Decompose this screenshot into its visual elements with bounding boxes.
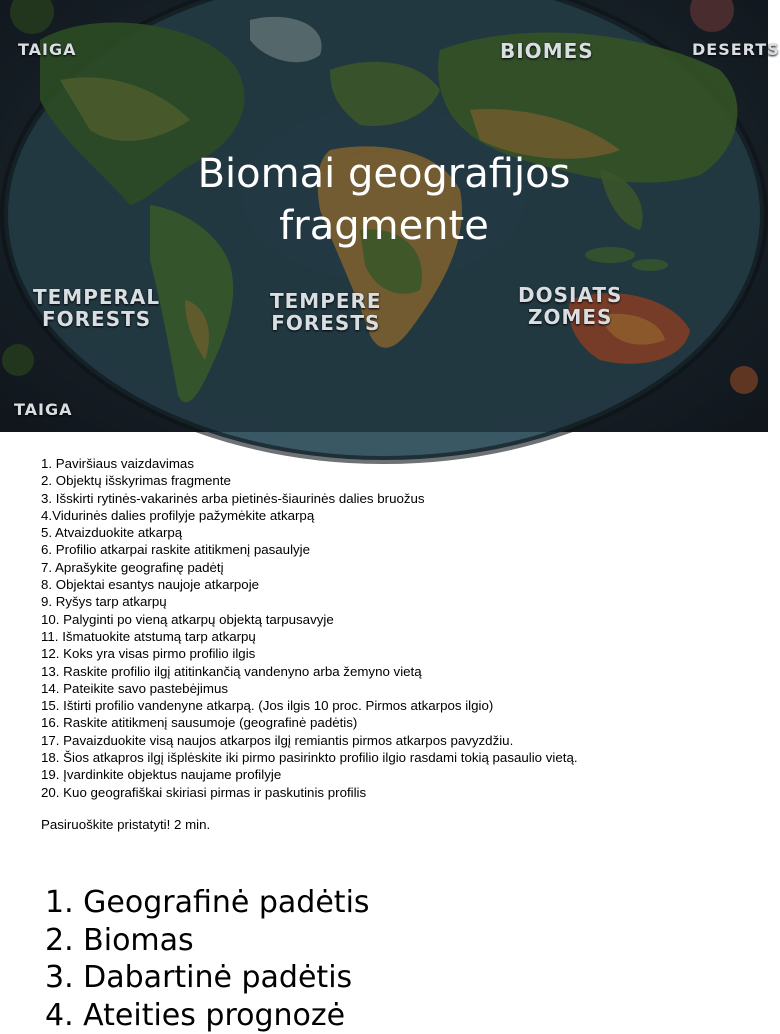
task-item: 3. Išskirti rytinės-vakarinės arba pietinės-šiaurinės dalies bruožus <box>41 490 741 507</box>
task-item: 20. Kuo geografiškai skiriasi pirmas ir paskutinis profilis <box>41 784 741 801</box>
task-list <box>41 455 741 801</box>
task-item: 12. Koks yra visas pirmo profilio ilgis <box>41 645 741 662</box>
slide-title-line: fragmente <box>0 200 768 252</box>
slide-title <box>0 148 768 252</box>
map-label-temperal-forests: TEMPERAL FORESTS <box>33 286 160 330</box>
title-slide <box>0 0 768 432</box>
summary-item: 1. Geografinė padėtis <box>45 884 370 922</box>
task-item: 5. Atvaizduokite atkarpą <box>41 524 741 541</box>
task-item: 7. Aprašykite geografinę padėtį <box>41 559 741 576</box>
task-item: 4.Vidurinės dalies profilyje pažymėkite atkarpą <box>41 507 741 524</box>
task-item: 15. Ištirti profilio vandenyne atkarpą. (Jos ilgis 10 proc. Pirmos atkarpos ilgio) <box>41 697 741 714</box>
task-item: 2. Objektų išskyrimas fragmente <box>41 472 741 489</box>
task-item: 17. Pavaizduokite visą naujos atkarpos ilgį remiantis pirmos atkarpos pavyzdžiu. <box>41 732 741 749</box>
task-item: 13. Raskite profilio ilgį atitinkančią vandenyno arba žemyno vietą <box>41 663 741 680</box>
task-item: 11. Išmatuokite atstumą tarp atkarpų <box>41 628 741 645</box>
slide-title-line: Biomai geografijos <box>0 148 768 200</box>
task-item: 19. Įvardinkite objektus naujame profilyje <box>41 766 741 783</box>
summary-item: 4. Ateities prognozė <box>45 997 370 1034</box>
task-item: 9. Ryšys tarp atkarpų <box>41 593 741 610</box>
prep-note: Pasiruoškite pristatyti! 2 min. <box>41 817 210 832</box>
task-item: 6. Profilio atkarpai raskite atitikmenį pasaulyje <box>41 541 741 558</box>
task-item: 8. Objektai esantys naujoje atkarpoje <box>41 576 741 593</box>
map-label-biomes: BIOMES <box>500 40 594 62</box>
map-label-taiga-top: TAIGA <box>18 40 77 59</box>
map-label-deserts: DESERTS <box>692 40 780 59</box>
summary-item: 3. Dabartinė padėtis <box>45 959 370 997</box>
map-label-dosiats-zomes: DOSIATS ZOMES <box>518 284 622 328</box>
summary-list <box>45 884 370 1034</box>
task-item: 1. Paviršiaus vaizdavimas <box>41 455 741 472</box>
summary-item: 2. Biomas <box>45 922 370 960</box>
task-item: 16. Raskite atitikmenį sausumoje (geografinė padėtis) <box>41 714 741 731</box>
task-item: 10. Palyginti po vieną atkarpų objektą tarpusavyje <box>41 611 741 628</box>
map-label-tempere-forests: TEMPERE FORESTS <box>270 290 382 334</box>
task-item: 14. Pateikite savo pastebėjimus <box>41 680 741 697</box>
map-label-taiga-bottom: TAIGA <box>14 400 73 419</box>
task-item: 18. Šios atkapros ilgį išplėskite iki pirmo pasirinkto profilio ilgio rasdami tokią pasaulio vietą. <box>41 749 741 766</box>
